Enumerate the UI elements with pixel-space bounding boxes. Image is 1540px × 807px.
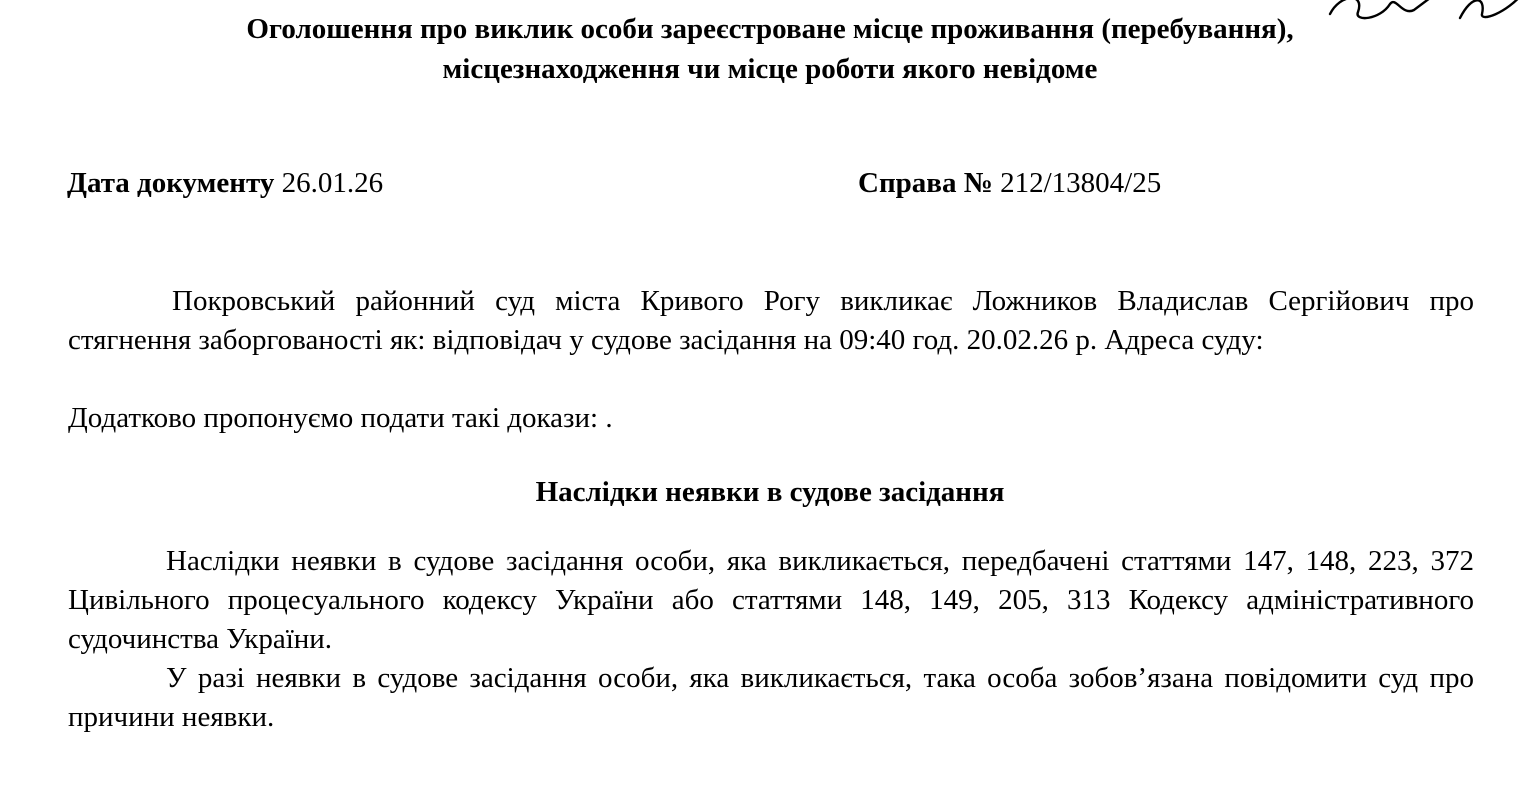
consequences-heading: Наслідки неявки в судове засідання [535,476,1005,508]
case-number-label: Справа № [858,167,993,199]
notice-paragraph: У разі неявки в судове засідання особи, яка викликається, така особа зобов’язана повідомити суд про причини неявки. [68,662,1474,733]
case-number [858,165,1161,201]
case-number-value: 212/13804/25 [1000,167,1162,199]
document-date [67,165,383,201]
document-title-line-2: місцезнаходження чи місце роботи якого невідоме [442,53,1098,85]
consequences-paragraph: Наслідки неявки в судове засідання особи, яка викликається, передбачені статтями 147, 148, 223, 372 Цивільного процесуального кодексу України або статтями 148, 149, 205, 313 Кодексу адміністративного судочинства України. [68,545,1474,655]
evidence-paragraph: Додатково пропонуємо подати такі докази: . [68,402,613,434]
document-title-line-1: Оголошення про виклик особи зареєстроване місце проживання (перебування), [246,13,1294,45]
document-date-value: 26.01.26 [281,167,384,199]
summons-paragraph: Покровський районний суд міста Кривого Рогу викликає Ложников Владислав Сергійович про стягнення заборгованості як: відповідач у судове засідання на 09:40 год. 20.02.26 р. Адреса суду: [68,285,1474,356]
document-date-label: Дата документу [67,167,275,199]
